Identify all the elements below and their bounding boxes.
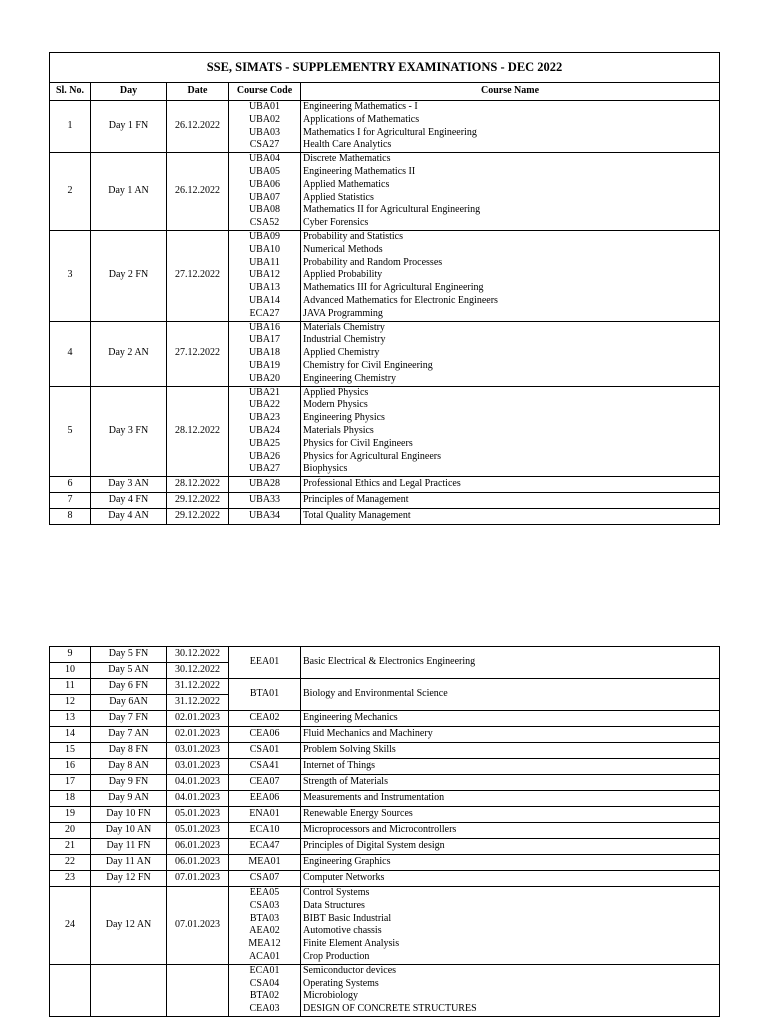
stack-line: Total Quality Management: [303, 510, 411, 522]
course-name: Engineering Graphics: [301, 855, 720, 871]
course-names: [301, 101, 720, 153]
stack-line: UBA23: [248, 412, 281, 424]
table-row: [50, 711, 720, 727]
table-row: [50, 679, 720, 695]
stack-line: ACA01: [248, 950, 281, 962]
date: 30.12.2022: [167, 647, 229, 663]
stack-line: UBA28: [248, 478, 281, 490]
course-code: ECA47: [229, 839, 301, 855]
stack-line: Applied Chemistry: [303, 347, 380, 359]
stack-line: Health Care Analytics: [303, 139, 392, 151]
course-codes: [229, 321, 301, 386]
day: Day 5 FN: [91, 647, 167, 663]
stack-line: Mathematics II for Agricultural Engineering: [303, 204, 481, 216]
course-names: [301, 386, 720, 477]
day: Day 2 AN: [91, 321, 167, 386]
day: Day 4 FN: [91, 493, 167, 509]
stack-line: AEA02: [249, 925, 280, 937]
course-code: ENA01: [229, 807, 301, 823]
stack-line: Advanced Mathematics for Electronic Engineers: [303, 294, 498, 306]
stack-line: CSA04: [249, 977, 280, 989]
sl-no: 11: [50, 679, 91, 695]
day: Day 12 FN: [91, 871, 167, 887]
day: Day 10 AN: [91, 823, 167, 839]
stack-line: UBA34: [248, 510, 281, 522]
date: 31.12.2022: [167, 695, 229, 711]
date: [167, 964, 229, 1016]
stack-line: JAVA Programming: [303, 307, 383, 319]
day: Day 1 FN: [91, 101, 167, 153]
sl-no: 19: [50, 807, 91, 823]
stack-line: Chemistry for Civil Engineering: [303, 359, 433, 371]
stack-line: UBA10: [248, 243, 281, 255]
stack-line: Engineering Physics: [303, 412, 385, 424]
date: 06.01.2023: [167, 839, 229, 855]
course-code: EEA01: [229, 647, 301, 679]
sl-no: 14: [50, 727, 91, 743]
course-name: Problem Solving Skills: [301, 743, 720, 759]
course-codes: [229, 101, 301, 153]
course-names: [301, 964, 720, 1016]
course-name: Internet of Things: [301, 759, 720, 775]
table-row: [50, 807, 720, 823]
stack-line: Industrial Chemistry: [303, 334, 386, 346]
date: 03.01.2023: [167, 759, 229, 775]
stack-line: BTA02: [249, 990, 280, 1002]
stack-line: BTA03: [249, 912, 280, 924]
stack-line: UBA20: [248, 372, 281, 384]
stack-line: Mathematics I for Agricultural Engineering: [303, 126, 477, 138]
course-name: Principles of Digital System design: [301, 839, 720, 855]
sl-no: 6: [50, 477, 91, 493]
course-name: Measurements and Instrumentation: [301, 791, 720, 807]
course-names: [301, 321, 720, 386]
date: 26.12.2022: [167, 101, 229, 153]
sl-no: 23: [50, 871, 91, 887]
stack-line: UBA03: [248, 126, 281, 138]
course-codes: [229, 964, 301, 1016]
day: Day 10 FN: [91, 807, 167, 823]
stack-line: ECA01: [249, 964, 280, 976]
course-names: [301, 887, 720, 965]
course-code: CSA07: [229, 871, 301, 887]
sl-no: 22: [50, 855, 91, 871]
stack-line: Engineering Mathematics - I: [303, 101, 418, 112]
course-name: Biology and Environmental Science: [301, 679, 720, 711]
stack-line: Engineering Mathematics II: [303, 165, 416, 177]
header-sl-no: Sl. No.: [50, 83, 91, 101]
day: Day 3 AN: [91, 477, 167, 493]
exam-schedule-table-2: [49, 646, 720, 1017]
date: 03.01.2023: [167, 743, 229, 759]
stack-line: Semiconductor devices: [303, 964, 397, 976]
stack-line: UBA26: [248, 450, 281, 462]
day: Day 11 AN: [91, 855, 167, 871]
stack-line: UBA13: [248, 282, 281, 294]
day: Day 7 AN: [91, 727, 167, 743]
stack-line: Control Systems: [303, 887, 370, 898]
course-names: [301, 477, 720, 493]
date: 29.12.2022: [167, 493, 229, 509]
stack-line: MEA12: [248, 938, 281, 950]
table-row: [50, 493, 720, 509]
stack-line: UBA33: [248, 494, 281, 506]
date: 28.12.2022: [167, 386, 229, 477]
table-row: [50, 855, 720, 871]
stack-line: Physics for Agricultural Engineers: [303, 450, 442, 462]
table-row: [50, 153, 720, 231]
course-codes: [229, 386, 301, 477]
stack-line: CSA03: [249, 899, 280, 911]
stack-line: Principles of Management: [303, 494, 409, 506]
stack-line: DESIGN OF CONCRETE STRUCTURES: [303, 1003, 477, 1015]
sl-no: 15: [50, 743, 91, 759]
stack-line: UBA08: [248, 204, 281, 216]
header-row: [50, 83, 720, 101]
stack-line: Applications of Mathematics: [303, 113, 420, 125]
course-code: CSA01: [229, 743, 301, 759]
stack-line: UBA21: [248, 386, 281, 398]
stack-line: Cyber Forensics: [303, 217, 369, 229]
stack-line: UBA16: [248, 321, 281, 333]
stack-line: Microbiology: [303, 990, 358, 1002]
stack-line: Modern Physics: [303, 399, 368, 411]
course-code: CEA02: [229, 711, 301, 727]
course-name: Engineering Mechanics: [301, 711, 720, 727]
day: Day 12 AN: [91, 887, 167, 965]
sl-no: 7: [50, 493, 91, 509]
table-row: [50, 230, 720, 321]
course-code: MEA01: [229, 855, 301, 871]
stack-line: BIBT Basic Industrial: [303, 912, 392, 924]
stack-line: UBA24: [248, 424, 281, 436]
stack-line: CSA27: [249, 139, 280, 151]
table-row: [50, 791, 720, 807]
stack-line: Automotive chassis: [303, 925, 382, 937]
table-row: [50, 321, 720, 386]
table-row: [50, 823, 720, 839]
stack-line: UBA18: [248, 347, 281, 359]
day: Day 2 FN: [91, 230, 167, 321]
course-name: Renewable Energy Sources: [301, 807, 720, 823]
sl-no: 1: [50, 101, 91, 153]
stack-line: UBA07: [248, 191, 281, 203]
date: 05.01.2023: [167, 807, 229, 823]
table-row: [50, 775, 720, 791]
stack-line: Professional Ethics and Legal Practices: [303, 478, 461, 490]
stack-line: UBA17: [248, 334, 281, 346]
course-names: [301, 153, 720, 231]
header-course-code: Course Code: [229, 83, 301, 101]
stack-line: Physics for Civil Engineers: [303, 437, 413, 449]
stack-line: ECA27: [249, 307, 280, 319]
date: 04.01.2023: [167, 791, 229, 807]
course-code: CSA41: [229, 759, 301, 775]
stack-line: Data Structures: [303, 899, 365, 911]
course-name: Strength of Materials: [301, 775, 720, 791]
date: 27.12.2022: [167, 321, 229, 386]
stack-line: Engineering Chemistry: [303, 372, 397, 384]
day: Day 6 FN: [91, 679, 167, 695]
day: Day 11 FN: [91, 839, 167, 855]
day: Day 8 AN: [91, 759, 167, 775]
stack-line: Mathematics III for Agricultural Engineering: [303, 282, 484, 294]
date: 30.12.2022: [167, 663, 229, 679]
day: Day 4 AN: [91, 509, 167, 525]
sl-no: [50, 964, 91, 1016]
stack-line: UBA06: [248, 178, 281, 190]
sl-no: 16: [50, 759, 91, 775]
date: 06.01.2023: [167, 855, 229, 871]
course-codes: [229, 887, 301, 965]
stack-line: Materials Physics: [303, 424, 374, 436]
course-codes: [229, 493, 301, 509]
table-row: [50, 101, 720, 153]
stack-line: UBA09: [248, 230, 281, 242]
header-day: Day: [91, 83, 167, 101]
sl-no: 3: [50, 230, 91, 321]
day: [91, 964, 167, 1016]
course-codes: [229, 509, 301, 525]
date: 28.12.2022: [167, 477, 229, 493]
stack-line: Crop Production: [303, 950, 370, 962]
stack-line: Finite Element Analysis: [303, 938, 400, 950]
date: 02.01.2023: [167, 727, 229, 743]
course-codes: [229, 153, 301, 231]
stack-line: Biophysics: [303, 463, 348, 475]
sl-no: 12: [50, 695, 91, 711]
date: 07.01.2023: [167, 887, 229, 965]
table-row: [50, 839, 720, 855]
sl-no: 21: [50, 839, 91, 855]
header-date: Date: [167, 83, 229, 101]
table-row: [50, 759, 720, 775]
course-name: Fluid Mechanics and Machinery: [301, 727, 720, 743]
stack-line: EEA05: [249, 887, 280, 898]
stack-line: UBA19: [248, 359, 281, 371]
table-row: [50, 887, 720, 965]
course-name: Basic Electrical & Electronics Engineering: [301, 647, 720, 679]
table-row: [50, 964, 720, 1016]
course-names: [301, 493, 720, 509]
day: Day 1 AN: [91, 153, 167, 231]
stack-line: Applied Mathematics: [303, 178, 390, 190]
stack-line: Discrete Mathematics: [303, 153, 391, 165]
sl-no: 17: [50, 775, 91, 791]
stack-line: UBA25: [248, 437, 281, 449]
date: 27.12.2022: [167, 230, 229, 321]
stack-line: Operating Systems: [303, 977, 379, 989]
course-names: [301, 230, 720, 321]
course-name: Computer Networks: [301, 871, 720, 887]
course-code: ECA10: [229, 823, 301, 839]
sl-no: 20: [50, 823, 91, 839]
exam-schedule-table-1: [49, 52, 720, 525]
sl-no: 13: [50, 711, 91, 727]
course-codes: [229, 230, 301, 321]
table-row: [50, 743, 720, 759]
day: Day 9 AN: [91, 791, 167, 807]
day: Day 3 FN: [91, 386, 167, 477]
course-name: Microprocessors and Microcontrollers: [301, 823, 720, 839]
table-row: [50, 477, 720, 493]
day: Day 5 AN: [91, 663, 167, 679]
stack-line: Applied Probability: [303, 269, 383, 281]
stack-line: CEA03: [249, 1003, 280, 1015]
table-row: [50, 727, 720, 743]
stack-line: UBA27: [248, 463, 281, 475]
course-codes: [229, 477, 301, 493]
stack-line: UBA11: [249, 256, 280, 268]
day: Day 7 FN: [91, 711, 167, 727]
sl-no: 2: [50, 153, 91, 231]
stack-line: Applied Statistics: [303, 191, 374, 203]
course-code: CEA07: [229, 775, 301, 791]
date: 07.01.2023: [167, 871, 229, 887]
stack-line: UBA22: [248, 399, 281, 411]
date: 26.12.2022: [167, 153, 229, 231]
sl-no: 5: [50, 386, 91, 477]
stack-line: Numerical Methods: [303, 243, 383, 255]
stack-line: Applied Physics: [303, 386, 369, 398]
date: 31.12.2022: [167, 679, 229, 695]
course-code: BTA01: [229, 679, 301, 711]
course-names: [301, 509, 720, 525]
day: Day 9 FN: [91, 775, 167, 791]
stack-line: UBA05: [248, 165, 281, 177]
table-row: [50, 509, 720, 525]
day: Day 6AN: [91, 695, 167, 711]
sl-no: 24: [50, 887, 91, 965]
stack-line: UBA04: [248, 153, 281, 165]
day: Day 8 FN: [91, 743, 167, 759]
date: 05.01.2023: [167, 823, 229, 839]
stack-line: UBA01: [248, 101, 281, 112]
header-course-name: Course Name: [301, 83, 720, 101]
table-row: [50, 871, 720, 887]
table-row: [50, 647, 720, 663]
stack-line: Probability and Random Processes: [303, 256, 443, 268]
sl-no: 8: [50, 509, 91, 525]
sl-no: 10: [50, 663, 91, 679]
course-code: EEA06: [229, 791, 301, 807]
date: 02.01.2023: [167, 711, 229, 727]
stack-line: UBA02: [248, 113, 281, 125]
sl-no: 4: [50, 321, 91, 386]
table-row: [50, 386, 720, 477]
course-code: CEA06: [229, 727, 301, 743]
stack-line: CSA52: [249, 217, 280, 229]
page-title: SSE, SIMATS - SUPPLEMENTRY EXAMINATIONS - DEC 2022: [50, 53, 720, 83]
date: 04.01.2023: [167, 775, 229, 791]
date: 29.12.2022: [167, 509, 229, 525]
stack-line: UBA12: [248, 269, 281, 281]
stack-line: Materials Chemistry: [303, 321, 385, 333]
sl-no: 18: [50, 791, 91, 807]
stack-line: Probability and Statistics: [303, 230, 403, 242]
stack-line: UBA14: [248, 294, 281, 306]
sl-no: 9: [50, 647, 91, 663]
